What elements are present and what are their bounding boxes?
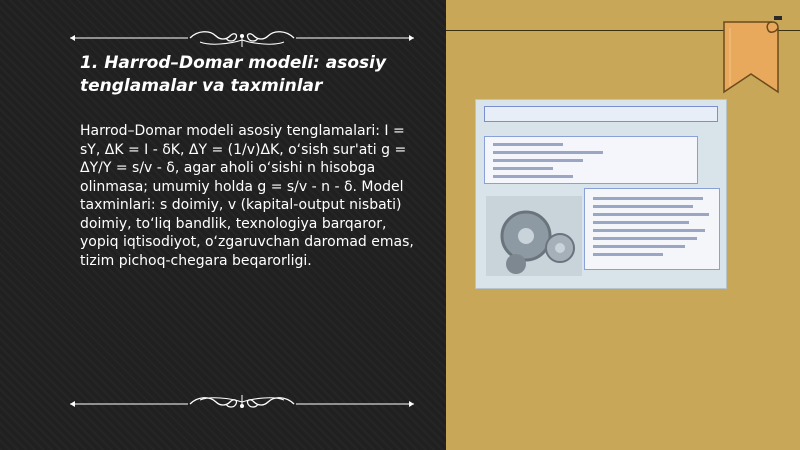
ornamental-scroll-divider-icon [70, 28, 414, 48]
ornamental-scroll-divider-icon [70, 394, 414, 414]
embedded-slide-image [475, 99, 727, 289]
slide-title: 1. Harrod–Domar modeli: asosiy tenglamalar va taxminlar [80, 53, 387, 96]
thumbnail-list-box [484, 136, 698, 184]
thumbnail-info-box [584, 188, 720, 270]
thumbnail-header-bar [484, 106, 718, 122]
gears-image-icon [486, 196, 582, 276]
slide-body-text: Harrod–Domar modeli asosiy tenglamalari: I = sY, ΔK = I - δK, ΔY = (1/v)ΔK, o‘sish sur'ati g = ΔY/Y = s/v - δ, agar aholi o‘sishi n hisobga olinmasa; umumiy holda g = s/v - n - δ. Model taxminlari: s doimiy, v (kapital-output nisbati) doimiy, to‘liq bandlik, texnologiya barqaror, yopiq iqtisodiyot, o‘zgaruvchan daromad emas, tizim pichoq-chegara beqarorligi. [80, 123, 414, 269]
bookmark-icon [716, 16, 782, 96]
